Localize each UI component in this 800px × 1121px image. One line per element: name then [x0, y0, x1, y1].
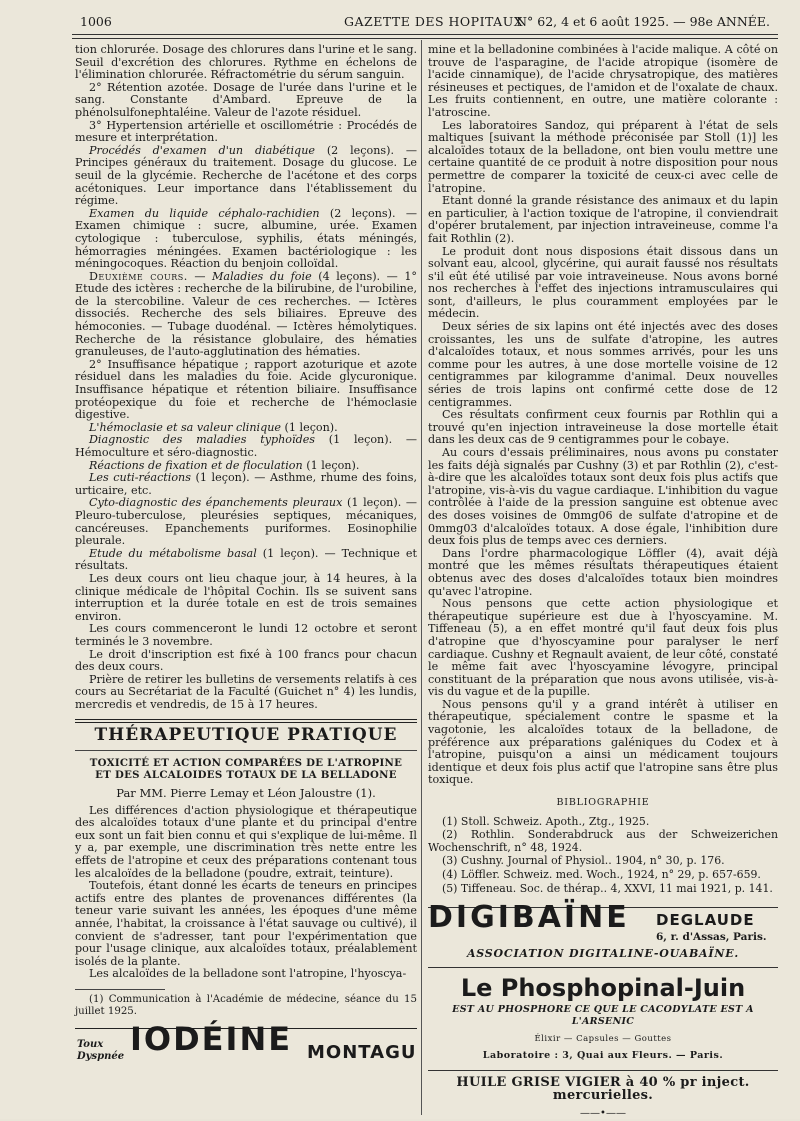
topic-text: (1 leçon). — [281, 420, 338, 434]
right-column — [428, 44, 778, 1121]
huile-grise-advertisement: HUILE GRISE VIGIER à 40 % pr inject. mercurielles. — [428, 1070, 778, 1102]
ad-indication: Toux — [77, 1038, 104, 1050]
paragraph: Les différences d'action physiologique et thérapeutique des alcaloïdes totaux d'une plante et du principal d'entre eux sont un fait bien connu et qui s'explique de lui-même. Il y a, par exemple, une discrimination très nette entre les effets de l'atropine et ceux des préparations contenant tous les alcaloïdes de la belladone (poudre, extrait, teinture). — [75, 803, 417, 880]
topic-title: Examen du liquide céphalo-rachidien — [89, 206, 320, 220]
topic-title: Diagnostic des maladies typhoïdes — [89, 433, 316, 447]
topic-title: Cyto-diagnostic des épanchements pleuraux — [89, 496, 343, 510]
left-column — [75, 44, 417, 1081]
paragraph: mine et la belladonine combinées à l'acide malique. A côté on trouve de l'asparagine, de l'acide atropique (isomère de l'acide cinnamique), de l'acide chrysatropique, des matières résineuses et pectiques, de l'amidon et de l'oxalate de chaux. Les fruits contiennent, en outre, une matière colorante : l'atroscine. — [428, 43, 778, 119]
ad-product-name: IODÉINE — [130, 1019, 293, 1058]
course-label: Deuxième cours. — [89, 269, 188, 283]
topic-text: (4 leçons). — 1° Etude des ictères : recherche de la bilirubine, de l'urobiline, de la stercobiline. Valeur de ces recherches. — Ictères dissociés. Recherche des sels biliaires. Epreuve des hémoconies. — Tubage duodénal. — Ictères hémolytiques. Recherche de la résistance globulaire, des hématies granuleuses, de l'auto-agglutination des hématies. — [75, 269, 417, 359]
ornament-divider: ——•—— — [580, 1108, 626, 1120]
article-title-line-1: TOXICITÉ ET ACTION COMPARÉES DE L'ATROPINE — [89, 757, 403, 770]
paragraph: Au cours d'essais préliminaires, nous avons pu constater les faits déjà signalés par Cushny (3) et par Rothlin (2), c'est-à-dire que les alcaloïdes totaux sont deux fois plus actifs que l'atropine, vis-à-vis du vague cardiaque. L'inhibition du vague contrôlée à l'aide de la pression sanguine est obtenue avec des doses voisines de 0mmg06 de sulfate d'atropine et de 0mmg03 d'alcaloïdes totaux. A dose égale, l'inhibition dure deux fois plus de temps avec ces derniers. — [428, 446, 778, 548]
paragraph: Le produit dont nous disposions était dissous dans un solvant eau, alcool, glycérine, qui aurait faussé nos résultats s'il eût été utilisé par voie intraveineuse. Nous avons borné nos recherches à l'effet des injections intramusculaires qui sont, d'ailleurs, le plus couramment employées par le médecin. — [428, 244, 778, 321]
ad-indications — [77, 1039, 124, 1063]
journal-title: GAZETTE DES HOPITAUX — [344, 14, 524, 29]
ad-address: 6, r. d'Assas, Paris. — [656, 931, 767, 944]
dash: — — [187, 269, 213, 283]
paragraph: Les laboratoires Sandoz, qui préparent à l'état de sels maltiques [suivant la méthode préconisée par Stoll (1)] les alcaloïdes totaux de la belladone, ont bien voulu mettre une certaine quantité de ce produit à notre disposition pour nous permettre de comparer la toxicité de ceux-ci avec celle de l'atropine. — [428, 118, 778, 195]
ad-product-name: Le Phosphopinal-Juin — [460, 973, 746, 1002]
paragraph — [75, 208, 417, 271]
bibliography-entry: (1) Stoll. Schweiz. Apoth., Ztg., 1925. — [442, 814, 650, 828]
footnote-rule — [75, 989, 165, 990]
topic-title: Réactions de fixation et de floculation — [89, 458, 303, 472]
paragraph — [75, 497, 417, 547]
paragraph: Les cours commenceront le lundi 12 octobre et seront terminés le 3 novembre. — [75, 622, 417, 648]
paragraph: Etant donné la grande résistance des animaux et du lapin en particulier, à l'action toxique de l'atropine, il conviendrait d'opérer brutalement, par injection intraveineuse, comme l'a fait Rothlin (2). — [428, 194, 778, 245]
paragraph: Prière de retirer les bulletins de versements relatifs à ces cours au Secrétariat de la Faculté (Guichet n° 4) les lundis, mercredis et vendredis, de 15 à 17 heures. — [75, 672, 417, 711]
ad-product-name: DIGIBAÏNE — [428, 900, 630, 936]
ad-brand: DEGLAUDE — [656, 911, 755, 930]
topic-title: Procédés d'examen d'un diabétique — [89, 143, 315, 157]
bibliography — [428, 816, 778, 896]
article-authors: Par MM. Pierre Lemay et Léon Jaloustre (1). — [116, 786, 376, 801]
topic-title: Les cuti-réactions — [89, 471, 191, 485]
bibliography-entry: (5) Tiffeneau. Soc. de thérap.. 4, XXVI, 11 mai 1921, p. 141. — [442, 881, 773, 895]
paragraph: Nous pensons que cette action physiologique et thérapeutique supérieure est due à l'hyoscyamine. M. Tiffeneau (5), a en effet montré qu'il faut deux fois plus d'atropine que d'hyoscyamine pour paralyser le nerf cardiaque. Cushny et Regnault avaient, de leur côté, constaté le même fait avec l'hyoscyamine lévogyre, principal constituant de la préparation que nous avons utilisée, vis-à-vis du vague et de la pupille. — [428, 597, 778, 699]
section-rule — [75, 719, 417, 723]
topic-title: Etude du métabolisme basal — [89, 546, 257, 560]
topic-text: (1 leçon). — Asthme, rhume des foins, urticaire, etc. — [75, 471, 417, 497]
paragraph: Deux séries de six lapins ont été injectés avec des doses croissantes, les uns de sulfate d'atropine, les autres d'alcaloïdes totaux, et nous sommes arrivés, pour les uns comme pour les autres, à une dose mortelle voisine de 12 centigrammes par kilogramme d'animal. Deux nouvelles séries de trois lapins ont confirmé cette dose de 12 centigrammes. — [428, 320, 778, 409]
article-title-line-2: ET DES ALCALOIDES TOTAUX DE LA BELLADONE — [95, 769, 397, 782]
paragraph: Dans l'ordre pharmacologique Löffler (4), avait déjà montré que les mêmes résultats thérapeutiques étaient obtenus avec des doses d'alcaloïdes totaux bien moindres qu'avec l'atropine. — [428, 546, 778, 598]
paragraph — [75, 548, 417, 573]
topic-title: L'hémoclasie et sa valeur clinique — [89, 420, 282, 434]
bibliography-entry: (2) Rothlin. Sonderabdruck aus der Schweizerichen Wochenschrift, n° 48, 1924. — [428, 828, 778, 854]
phosphopinal-advertisement — [428, 967, 778, 1062]
iodeine-advertisement — [75, 1019, 417, 1081]
paragraph: Nous pensons qu'il y a grand intérêt à utiliser en thérapeutique, spécialement contre le spasme et la vagotonie, les alcaloïdes totaux de la belladone, de préférence aux préparations galéniques du Codex et à l'atropine, puisqu'on a ainsi un médicament toujours identique et deux fois plus actif que l'atropine sans être plus toxique. — [428, 697, 778, 787]
header-rule — [72, 34, 778, 39]
topic-text: (1 leçon). — Pleuro-tuberculose, pleurésies septiques, mécaniques, cancéreuses. Epanchements puriformes. Eosinophilie pleurale. — [75, 496, 417, 548]
paragraph: 3° Hypertension artérielle et oscillométrie : Procédés de mesure et interprétation. — [75, 118, 417, 145]
paragraph: tion chlorurée. Dosage des chlorures dans l'urine et le sang. Seuil d'excrétion des chlorures. Rythme en échelons de l'élimination chlorurée. Réfractométrie du sérum sanguin. — [75, 43, 417, 82]
topic-text: (1 leçon). — Hémoculture et séro-diagnostic. — [75, 433, 417, 459]
paragraph: Les alcaloïdes de la belladone sont l'atropine, l'hyoscya- — [89, 967, 407, 981]
paragraph: 2° Rétention azotée. Dosage de l'urée dans l'urine et le sang. Constante d'Ambard. Epreuve de la phénolsulfonephtaléine. Valeur de l'azote résiduel. — [75, 80, 417, 119]
paragraph: 2° Insuffisance hépatique ; rapport azoturique et azote résiduel dans les maladies du foie. Acide glycuronique. Insuffisance hépatique et rétention biliaire. Insuffisance protéopexique du foie et recherche de l'hémoclasie digestive. — [75, 357, 417, 422]
ad-indication: Dyspnée — [77, 1050, 125, 1062]
issue-date: N° 62, 4 et 6 août 1925. — 98e ANNÉE. — [516, 14, 770, 29]
paragraph — [75, 434, 417, 459]
paragraph: Toutefois, étant donné les écarts de teneurs en principes actifs entre des plantes de provenances différentes (la teneur varie suivant les années, les époques d'une même année, l'habitat, la croissance à l'état sauvage ou cultivé), il convient de s'adresser, tant pour l'expérimentation que pour l'usage clinique, aux alcaloïdes totaux, préalablement isolés de la plante. — [75, 879, 417, 968]
bibliography-entry: (4) Löffler. Schweiz. med. Woch., 1924, n° 29, p. 657-659. — [442, 868, 761, 881]
section-heading: THÉRAPEUTIQUE PRATIQUE — [94, 725, 398, 746]
paragraph: Les deux cours ont lieu chaque jour, à 14 heures, à la clinique médicale de l'hôpital Cochin. Ils se suivent sans interruption et la durée totale en est de trois semaines environ. — [75, 571, 417, 623]
heading-rule — [75, 750, 417, 751]
ad-laboratory: Laboratoire : 3, Quai aux Fleurs. — Paris. — [482, 1049, 724, 1061]
topic-title: Maladies du foie — [212, 269, 312, 283]
page-number: 1006 — [80, 14, 112, 29]
footnote: (1) Communication à l'Académie de médecine, séance du 15 juillet 1925. — [75, 993, 417, 1017]
paragraph — [75, 271, 417, 359]
bibliography-heading: BIBLIOGRAPHIE — [556, 797, 650, 809]
topic-text: (2 leçons). — Principes généraux du traitement. Dosage du glucose. Le seuil de la glycémie. Recherche de l'acétone et des corps acétoniques. Leur importance dans l'établissement du régime. — [75, 143, 417, 208]
column-divider — [421, 40, 422, 1115]
article-title — [75, 757, 417, 781]
paragraph — [75, 472, 417, 497]
paragraph — [75, 145, 417, 208]
topic-text: (1 leçon). — Technique et résultats. — [75, 546, 418, 573]
ad-subtitle: ASSOCIATION DIGITALINE-OUABAÏNE. — [466, 947, 740, 961]
ad-brand: MONTAGU — [307, 1041, 417, 1063]
page-header — [72, 10, 782, 32]
topic-text: (2 leçons). — Examen chimique : sucre, albumine, urée. Examen cytologique : tuberculose, syphilis, états méningés, hémorragies méningées. Examen bactériologique : les méningocoques. Réaction du benjoin colloïdal. — [75, 206, 417, 271]
bibliography-entry: (3) Cushny. Journal of Physiol.. 1904, n° 30, p. 176. — [442, 854, 725, 868]
ad-forms: Élixir — Capsules — Gouttes — [534, 1033, 672, 1044]
paragraph: Ces résultats confirment ceux fournis par Rothlin qui a trouvé qu'en injection intraveineuse la dose mortelle était dans les deux cas de 9 centigrammes pour le cobaye. — [428, 408, 778, 447]
topic-text: (1 leçon). — [302, 458, 360, 472]
digibaine-advertisement — [428, 900, 778, 948]
paragraph: Le droit d'inscription est fixé à 100 francs pour chacun des deux cours. — [75, 647, 417, 674]
ad-tagline: EST AU PHOSPHORE CE QUE LE CACODYLATE EST A L'ARSENIC — [452, 1003, 754, 1028]
